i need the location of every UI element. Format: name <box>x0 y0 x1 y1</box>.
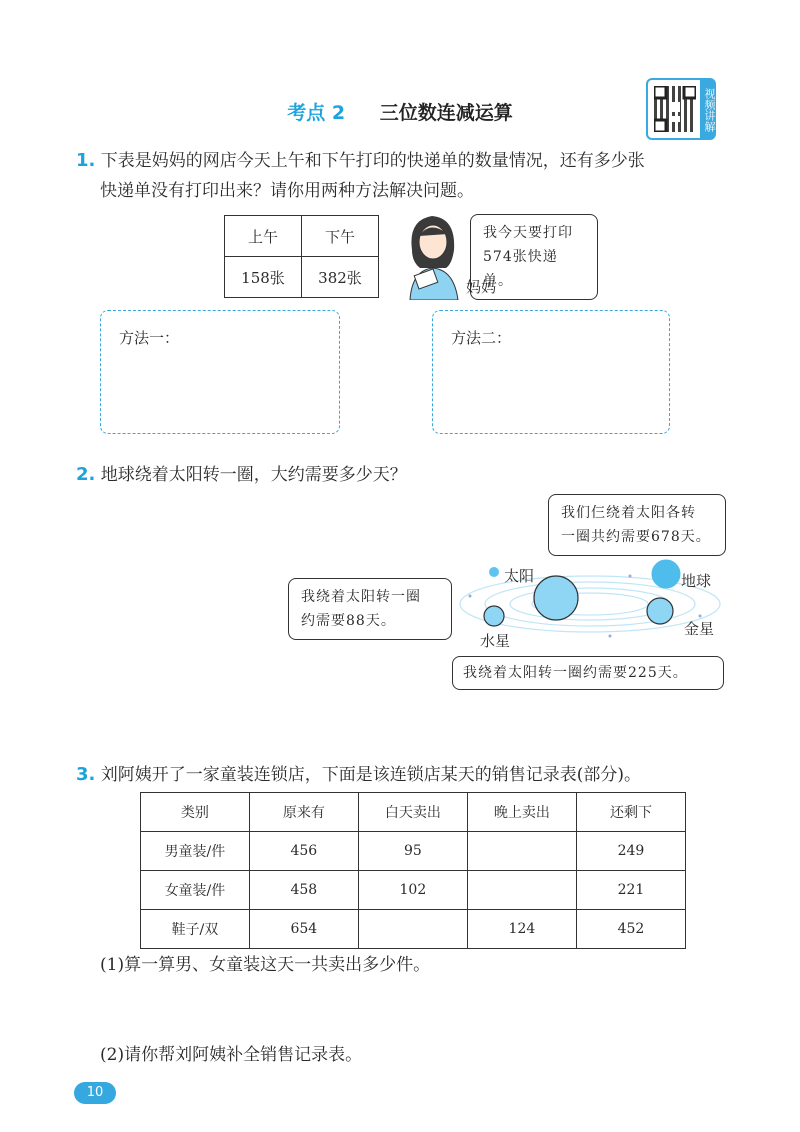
question-number: 2. <box>76 464 96 485</box>
bubble-line: 约需要88天。 <box>301 613 396 629</box>
sun-label: 太阳 <box>504 567 535 585</box>
table-header: 还剩下 <box>576 793 685 832</box>
section-label: 考点 2 <box>287 102 346 124</box>
table-cell-blank[interactable] <box>467 832 576 871</box>
venus-icon <box>647 598 673 624</box>
table-header: 下午 <box>302 216 379 257</box>
sales-table <box>140 792 686 949</box>
speech-line: 我今天要打印 <box>483 225 573 241</box>
sun-icon <box>534 576 578 620</box>
earth-icon <box>652 560 680 588</box>
table-cell: 女童装/件 <box>141 871 250 910</box>
question-text-line1: 下表是妈妈的网店今天上午和下午打印的快递单的数量情况，还有多少张 <box>100 151 645 171</box>
table-header: 上午 <box>225 216 302 257</box>
table-cell: 654 <box>249 910 358 949</box>
earth-label: 地球 <box>681 572 712 590</box>
venus-label: 金星 <box>684 620 715 638</box>
bubble-line: 我们仨绕着太阳各转 <box>561 505 696 521</box>
table-row <box>141 871 686 910</box>
question-text: 地球绕着太阳转一圈，大约需要多少天？ <box>100 465 407 485</box>
table-row <box>141 910 686 949</box>
question-text: 刘阿姨开了一家童装连锁店，下面是该连锁店某天的销售记录表(部分)。 <box>100 765 642 785</box>
table-cell: 382张 <box>302 257 379 298</box>
table-header: 晚上卖出 <box>467 793 576 832</box>
question-2 <box>76 460 407 490</box>
question-1 <box>76 146 736 206</box>
table-cell: 249 <box>576 832 685 871</box>
bubble-line: 一圈共约需要678天。 <box>561 529 711 545</box>
table-cell: 95 <box>358 832 467 871</box>
section-title: 三位数连减运算 <box>379 102 513 124</box>
bubble-all-planets <box>548 494 726 556</box>
sub-question-2: (2)请你帮刘阿姨补全销售记录表。 <box>100 1045 363 1065</box>
table-cell: 鞋子/双 <box>141 910 250 949</box>
table-header: 类别 <box>141 793 250 832</box>
mercury-icon <box>484 606 504 626</box>
bubble-venus: 我绕着太阳转一圈约需要225天。 <box>452 656 724 690</box>
qr-code-icon[interactable] <box>646 78 706 140</box>
sub-question-1: (1)算一算男、女童装这天一共卖出多少件。 <box>100 955 431 975</box>
table-cell: 221 <box>576 871 685 910</box>
table-cell: 452 <box>576 910 685 949</box>
question-text-line2: 快递单没有打印出来？请你用两种方法解决问题。 <box>100 181 474 201</box>
print-table <box>224 215 379 298</box>
mercury-label: 水星 <box>480 632 511 650</box>
mom-illustration <box>402 210 464 300</box>
table-cell-blank[interactable] <box>358 910 467 949</box>
speech-line: 574张快递单。 <box>483 249 558 289</box>
method1-answer-box[interactable] <box>100 310 340 434</box>
table-cell: 男童装/件 <box>141 832 250 871</box>
table-row <box>141 832 686 871</box>
question-3 <box>76 760 641 790</box>
question-number: 3. <box>76 764 96 785</box>
method2-answer-box[interactable] <box>432 310 670 434</box>
table-cell-blank[interactable] <box>467 871 576 910</box>
question-number: 1. <box>76 150 96 171</box>
table-header: 白天卖出 <box>358 793 467 832</box>
table-cell: 158张 <box>225 257 302 298</box>
table-cell: 124 <box>467 910 576 949</box>
method1-label: 方法一： <box>119 329 180 347</box>
video-tag[interactable]: 视频讲解 <box>700 78 716 140</box>
table-cell: 458 <box>249 871 358 910</box>
page-number: 10 <box>74 1082 116 1104</box>
bubble-mercury <box>288 578 452 640</box>
table-cell: 456 <box>249 832 358 871</box>
bubble-line: 我绕着太阳转一圈 <box>301 589 421 605</box>
method2-label: 方法二： <box>451 329 512 347</box>
speaker-label: 妈妈 <box>466 278 497 296</box>
table-header-row <box>141 793 686 832</box>
table-cell: 102 <box>358 871 467 910</box>
table-header: 原来有 <box>249 793 358 832</box>
